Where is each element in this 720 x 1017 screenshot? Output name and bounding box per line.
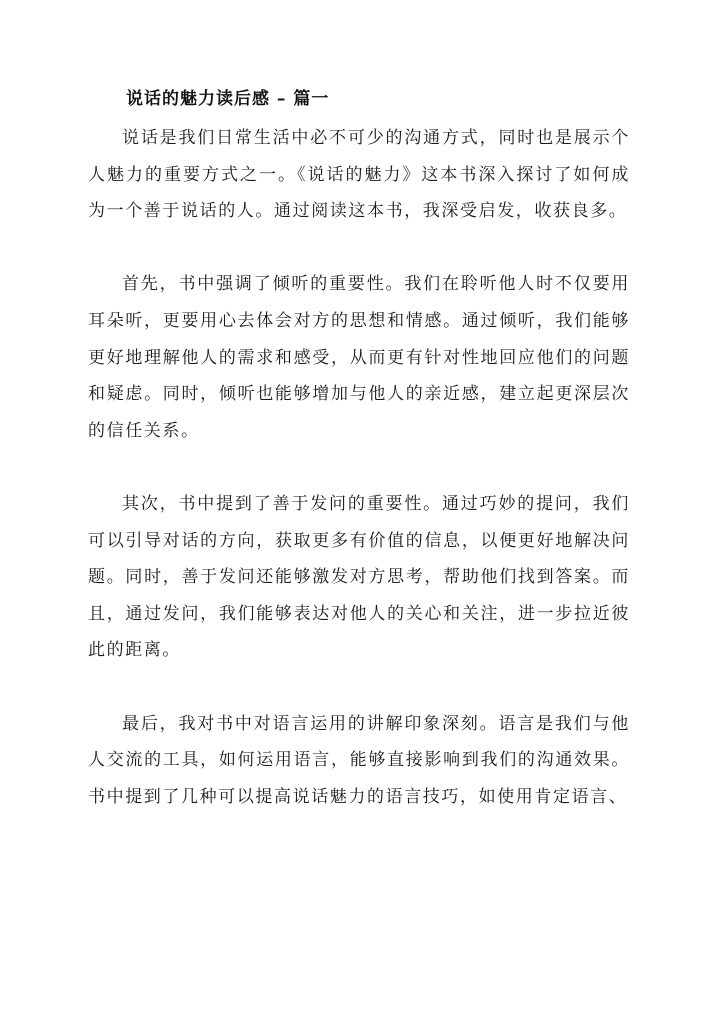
paragraph: 最后，我对书中对语言运用的讲解印象深刻。语言是我们与他人交流的工具，如何运用语言，能够直接影响到我们的沟通效果。书中提到了几种可以提高说话魅力的语言技巧，如使用肯定语言、 xyxy=(88,713,630,807)
paragraph: 首先，书中强调了倾听的重要性。我们在聆听他人时不仅要用耳朵听，更要用心去体会对方的思想和情感。通过倾听，我们能够更好地理解他人的需求和感受，从而更有针对性地回应他们的问题和疑虑。同时，倾听也能够增加与他人的亲近感，建立起更深层次的信任关系。 xyxy=(88,274,630,441)
document-body xyxy=(88,120,630,852)
paragraph: 说话是我们日常生活中必不可少的沟通方式，同时也是展示个人魅力的重要方式之一。《说话的魅力》这本书深入探讨了如何成为一个善于说话的人。通过阅读这本书，我深受启发，收获良多。 xyxy=(88,128,630,222)
paragraph: 其次，书中提到了善于发问的重要性。通过巧妙的提问，我们可以引导对话的方向，获取更多有价值的信息，以便更好地解决问题。同时，善于发问还能够激发对方思考，帮助他们找到答案。而且，通过发问，我们能够表达对他人的关心和关注，进一步拉近彼此的距离。 xyxy=(88,493,630,661)
document-title: 说话的魅力读后感 – 篇一 xyxy=(126,89,330,109)
